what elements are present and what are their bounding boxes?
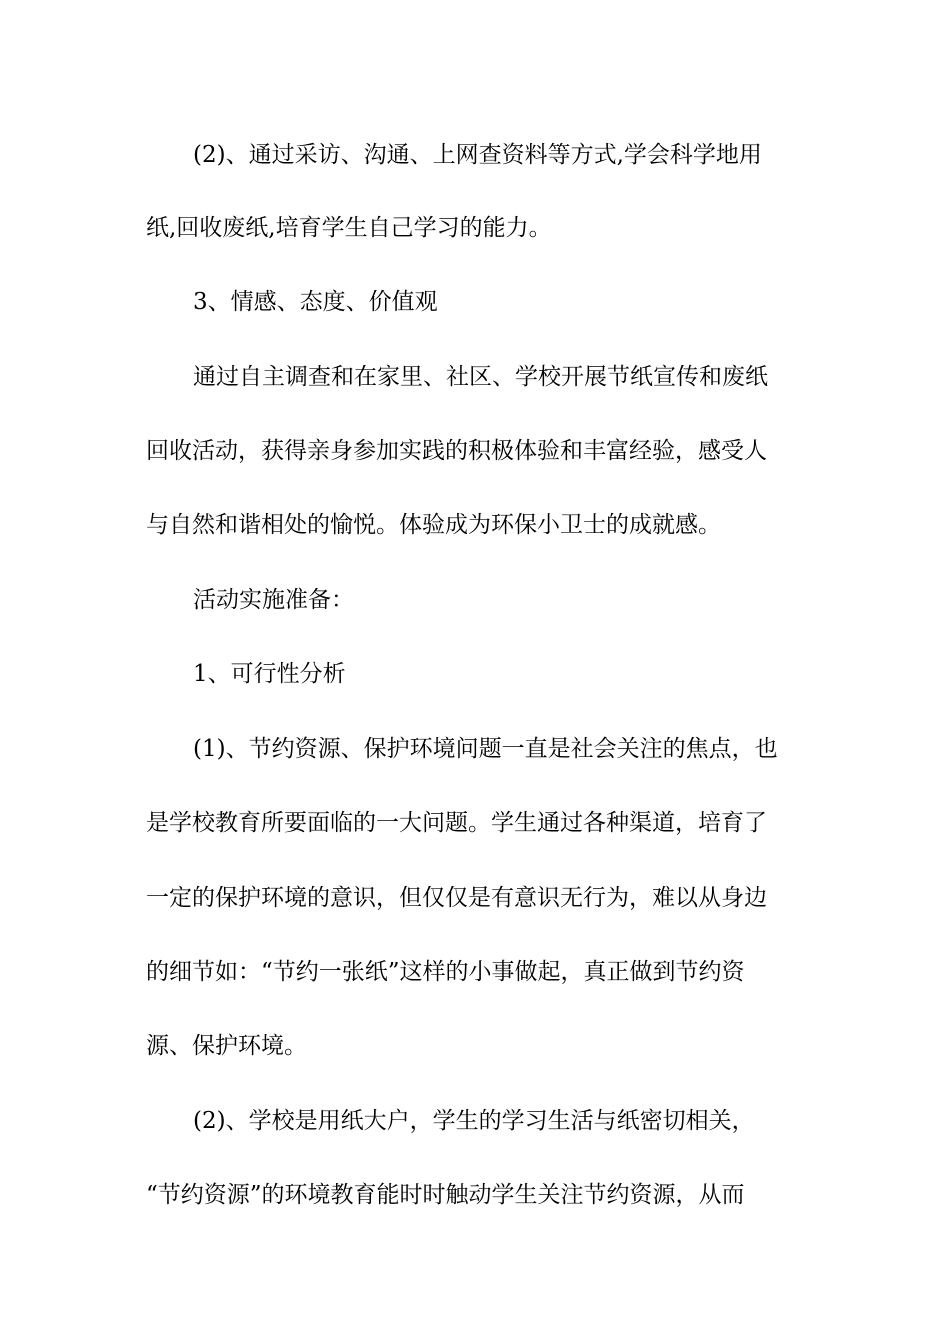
section-heading: 活动实施准备：: [193, 587, 354, 613]
text-line: 是学校教育所要面临的一大问题。学生通过各种渠道，培育了: [146, 810, 767, 836]
section-heading: 3、情感、态度、价值观: [193, 289, 438, 315]
text-line: 源、保护环境。: [146, 1033, 307, 1059]
text-line: 纸,回收废纸,培育学生自己学习的能力。: [146, 215, 552, 241]
text-line: 的细节如：“节约一张纸”这样的小事做起，真正做到节约资: [146, 959, 745, 985]
text-line: “节约资源”的环境教育能时时触动学生关注节约资源，从而: [146, 1182, 745, 1208]
text-line: 通过自主调查和在家里、社区、学校开展节纸宣传和废纸: [193, 364, 768, 390]
text-line: (2)、通过采访、沟通、上网查资料等方式,学会科学地用: [193, 142, 762, 168]
text-line: (2)、学校是用纸大户，学生的学习生活与纸密切相关，: [193, 1108, 755, 1134]
text-line: (1)、节约资源、保护环境问题一直是社会关注的焦点，也: [193, 736, 778, 762]
text-line: 与自然和谐相处的愉悦。体验成为环保小卫士的成就感。: [146, 512, 721, 538]
text-line: 回收活动，获得亲身参加实践的积极体验和丰富经验，感受人: [146, 438, 767, 464]
text-line: 一定的保护环境的意识，但仅仅是有意识无行为，难以从身边: [146, 885, 767, 911]
section-heading: 1、可行性分析: [193, 661, 346, 687]
